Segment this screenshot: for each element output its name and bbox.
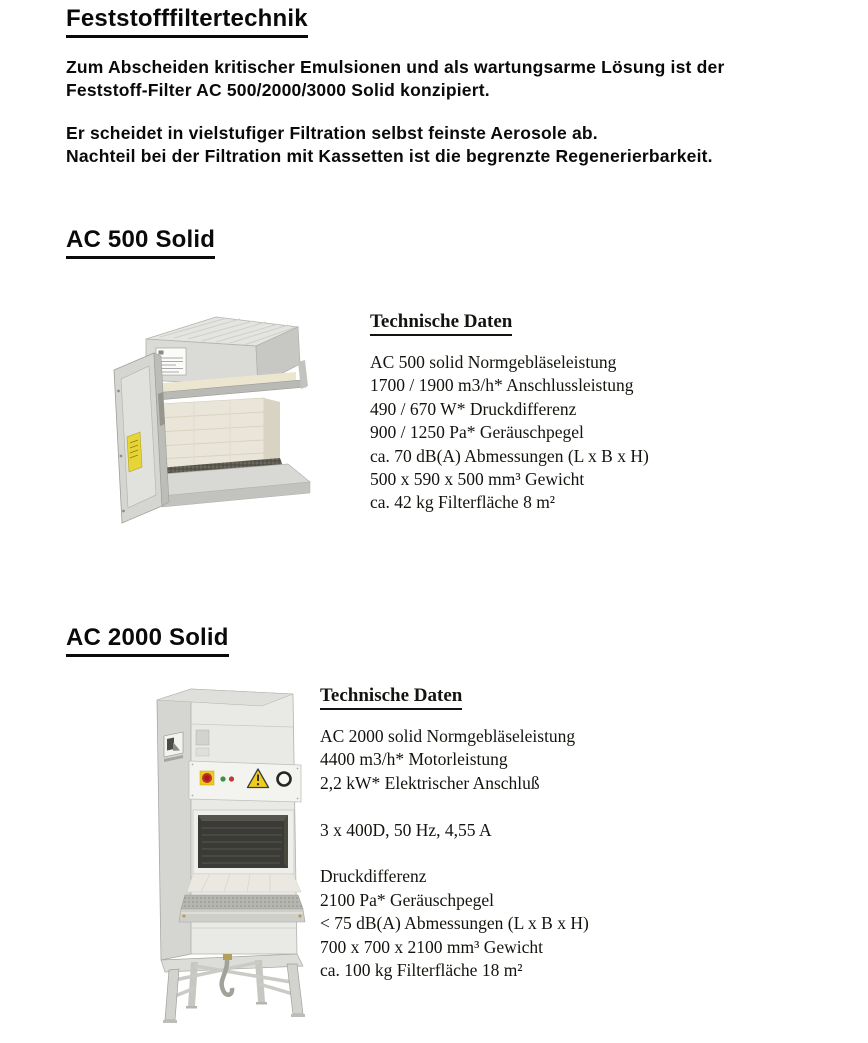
tech-data-line: < 75 dB(A) Abmessungen (L x B x H) <box>320 913 589 934</box>
tech-data-line: 2,2 kW* Elektrischer Anschluß <box>320 772 540 793</box>
tech-data-line: ca. 42 kg Filterfläche 8 m² <box>370 492 556 513</box>
ac500-warning-label <box>127 432 142 472</box>
page-title: Feststofffiltertechnik <box>66 5 308 38</box>
intro-paragraph-2 <box>66 122 713 168</box>
intro-line: Zum Abscheiden kritischer Emulsionen und als wartungsarme Lösung ist der <box>66 57 725 77</box>
tech-data-line: 2100 Pa* Geräuschpegel <box>320 889 494 910</box>
intro-line: Feststoff-Filter AC 500/2000/3000 Solid konzipiert. <box>66 80 490 100</box>
section-heading-ac2000: AC 2000 Solid <box>66 624 229 657</box>
intro-line: Nachteil bei der Filtration mit Kassetten ist die begrenzte Regenerierbarkeit. <box>66 146 713 166</box>
ac2000-front-label <box>196 730 209 745</box>
tech-data-line: ca. 100 kg Filterfläche 18 m² <box>320 959 523 980</box>
tech-data-line: 900 / 1250 Pa* Geräuschpegel <box>370 422 584 443</box>
ac2000-round-gauge <box>278 773 291 786</box>
ac2000-indicator-red <box>229 776 234 781</box>
tech-data-ac2000 <box>320 685 589 982</box>
tech-data-heading: Technische Daten <box>320 685 462 710</box>
ac2000-indicator-green <box>220 776 225 781</box>
ac500-door <box>114 353 169 523</box>
tech-data-line: 1700 / 1900 m3/h* Anschlussleistung <box>370 375 634 396</box>
tech-data-line: AC 2000 solid Normgebläseleistung <box>320 726 576 746</box>
tech-data-line-blank <box>320 842 589 865</box>
ac2000-shelf <box>187 874 301 892</box>
tech-data-line: 4400 m3/h* Motorleistung <box>320 749 508 770</box>
tech-data-heading: Technische Daten <box>370 311 512 336</box>
tech-data-list-ac500 <box>370 351 649 515</box>
ac2000-dust-tray <box>179 895 305 922</box>
intro-line: Er scheidet in vielstufiger Filtration selbst feinste Aerosole ab. <box>66 123 598 143</box>
tech-data-line-blank <box>320 795 589 818</box>
intro-paragraph-1 <box>66 56 724 102</box>
ac2000-product-image <box>135 676 310 1026</box>
ac2000-filter-opening <box>193 810 294 874</box>
ac500-product-image <box>112 306 322 526</box>
ac2000-control-panel <box>189 761 301 802</box>
section-heading-ac500: AC 500 Solid <box>66 226 215 259</box>
tech-data-line: 3 x 400D, 50 Hz, 4,55 A <box>320 819 492 840</box>
tech-data-ac500 <box>370 311 649 515</box>
tech-data-line: AC 500 solid Normgebläseleistung <box>370 352 617 372</box>
tech-data-line: 700 x 700 x 2100 mm³ Gewicht <box>320 936 544 957</box>
tech-data-line: 500 x 590 x 500 mm³ Gewicht <box>370 468 585 489</box>
ac2000-front-label-small <box>196 748 209 756</box>
tech-data-line: ca. 70 dB(A) Abmessungen (L x B x H) <box>370 445 649 466</box>
tech-data-line: Druckdifferenz <box>320 866 427 887</box>
ac2000-emergency-stop-button <box>200 771 214 785</box>
tech-data-list-ac2000 <box>320 725 589 982</box>
tech-data-line: 490 / 670 W* Druckdifferenz <box>370 398 577 419</box>
ac2000-stand <box>161 954 305 1023</box>
ac500-filter-cassette <box>158 398 280 470</box>
